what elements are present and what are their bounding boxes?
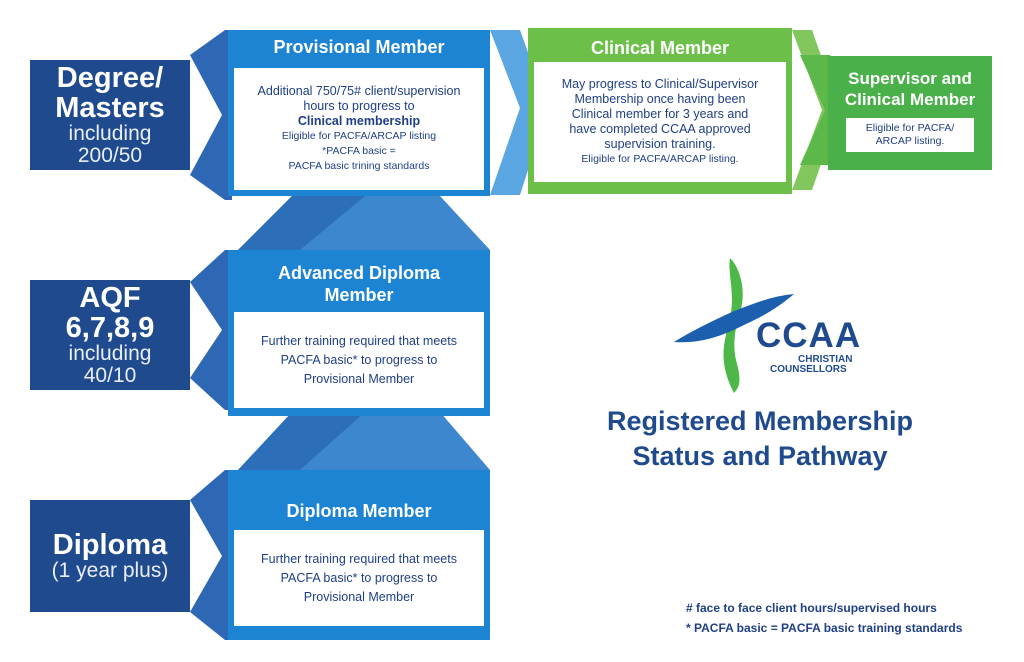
card-clinical-line3: Clinical member for 3 years and — [571, 107, 749, 121]
card-clinical-line1: May progress to Clinical/Supervisor — [561, 77, 759, 91]
card-clinical-line5: supervision training. — [604, 137, 716, 151]
card-clinical-line2: Membership once having been — [574, 92, 746, 106]
card-provisional-member — [228, 30, 490, 196]
card-clinical-line6: Eligible for PACFA/ARCAP listing. — [581, 153, 739, 165]
qualification-diploma-line1: Diploma — [52, 529, 168, 561]
card-supervisor-body — [846, 118, 974, 152]
footnotes — [686, 598, 1006, 638]
card-provisional-body — [234, 68, 484, 190]
card-clinical-title: Clinical Member — [590, 38, 730, 58]
card-diploma-line2: PACFA basic* to progress to — [280, 570, 438, 585]
qualification-aqf-line2: 6,7,8,9 — [65, 312, 155, 344]
qualification-diploma — [30, 500, 190, 612]
card-diploma-line3: Provisional Member — [303, 589, 415, 604]
card-advanced-title-line1: Advanced Diploma — [277, 263, 441, 283]
card-advanced-line1: Further training required that meets — [261, 333, 457, 348]
footnote-hash: # face to face client hours/supervised hours — [686, 601, 937, 615]
card-provisional-line6: PACFA basic trining standards — [288, 160, 430, 172]
qualification-degree-line4: 200/50 — [77, 144, 143, 167]
card-advanced-line2: PACFA basic* to progress to — [280, 352, 438, 367]
qualification-degree-line2: Masters — [55, 92, 165, 124]
card-clinical-line4: have completed CCAA approved — [569, 122, 751, 136]
ccaa-sub1: CHRISTIAN — [798, 354, 853, 365]
card-diploma-title: Diploma Member — [286, 501, 432, 521]
ccaa-wordmark: CCAA — [756, 316, 862, 355]
card-provisional-line4: Eligible for PACFA/ARCAP listing — [281, 130, 437, 142]
card-diploma-body — [234, 530, 484, 626]
ccaa-logo — [670, 250, 870, 400]
card-supervisor-title-line1: Supervisor and — [848, 69, 972, 88]
card-advanced-diploma-member — [228, 250, 490, 416]
card-provisional-title: Provisional Member — [273, 37, 445, 57]
card-advanced-title-line2: Member — [324, 285, 394, 305]
qualification-diploma-line2: (1 year plus) — [51, 559, 169, 582]
qualification-degree-line1: Degree/ — [56, 62, 164, 94]
card-clinical-body — [534, 62, 786, 182]
footnote-star: * PACFA basic = PACFA basic training standards — [686, 621, 963, 635]
card-advanced-body — [234, 312, 484, 408]
page-heading-line1: Registered Membership — [606, 406, 914, 436]
chevron-degree — [190, 30, 232, 200]
card-clinical-member — [528, 28, 792, 194]
qualification-aqf-line3: including — [68, 342, 152, 365]
card-advanced-line3: Provisional Member — [303, 371, 415, 386]
card-provisional-line5: *PACFA basic = — [322, 145, 396, 157]
card-supervisor-line2: ARCAP listing. — [875, 135, 945, 147]
card-diploma-member — [228, 470, 490, 640]
card-supervisor-line1: Eligible for PACFA/ — [865, 122, 955, 134]
card-supervisor-member — [828, 56, 992, 170]
card-provisional-line3: Clinical membership — [297, 114, 421, 128]
qualification-aqf-line1: AQF — [79, 282, 141, 314]
page-heading-line2: Status and Pathway — [632, 441, 888, 471]
chevron-aqf — [190, 250, 232, 410]
chevron-diploma — [190, 470, 232, 640]
page-heading — [570, 404, 950, 474]
card-provisional-line2: hours to progress to — [303, 99, 415, 113]
card-supervisor-title-line2: Clinical Member — [844, 90, 976, 109]
qualification-aqf — [30, 280, 190, 390]
qualification-degree — [30, 60, 190, 170]
card-provisional-line1: Additional 750/75# client/supervision — [257, 84, 461, 98]
ccaa-sub2: COUNSELLORS — [770, 364, 847, 375]
qualification-degree-line3: including — [68, 122, 152, 145]
card-diploma-line1: Further training required that meets — [261, 551, 457, 566]
qualification-aqf-line4: 40/10 — [83, 364, 137, 387]
